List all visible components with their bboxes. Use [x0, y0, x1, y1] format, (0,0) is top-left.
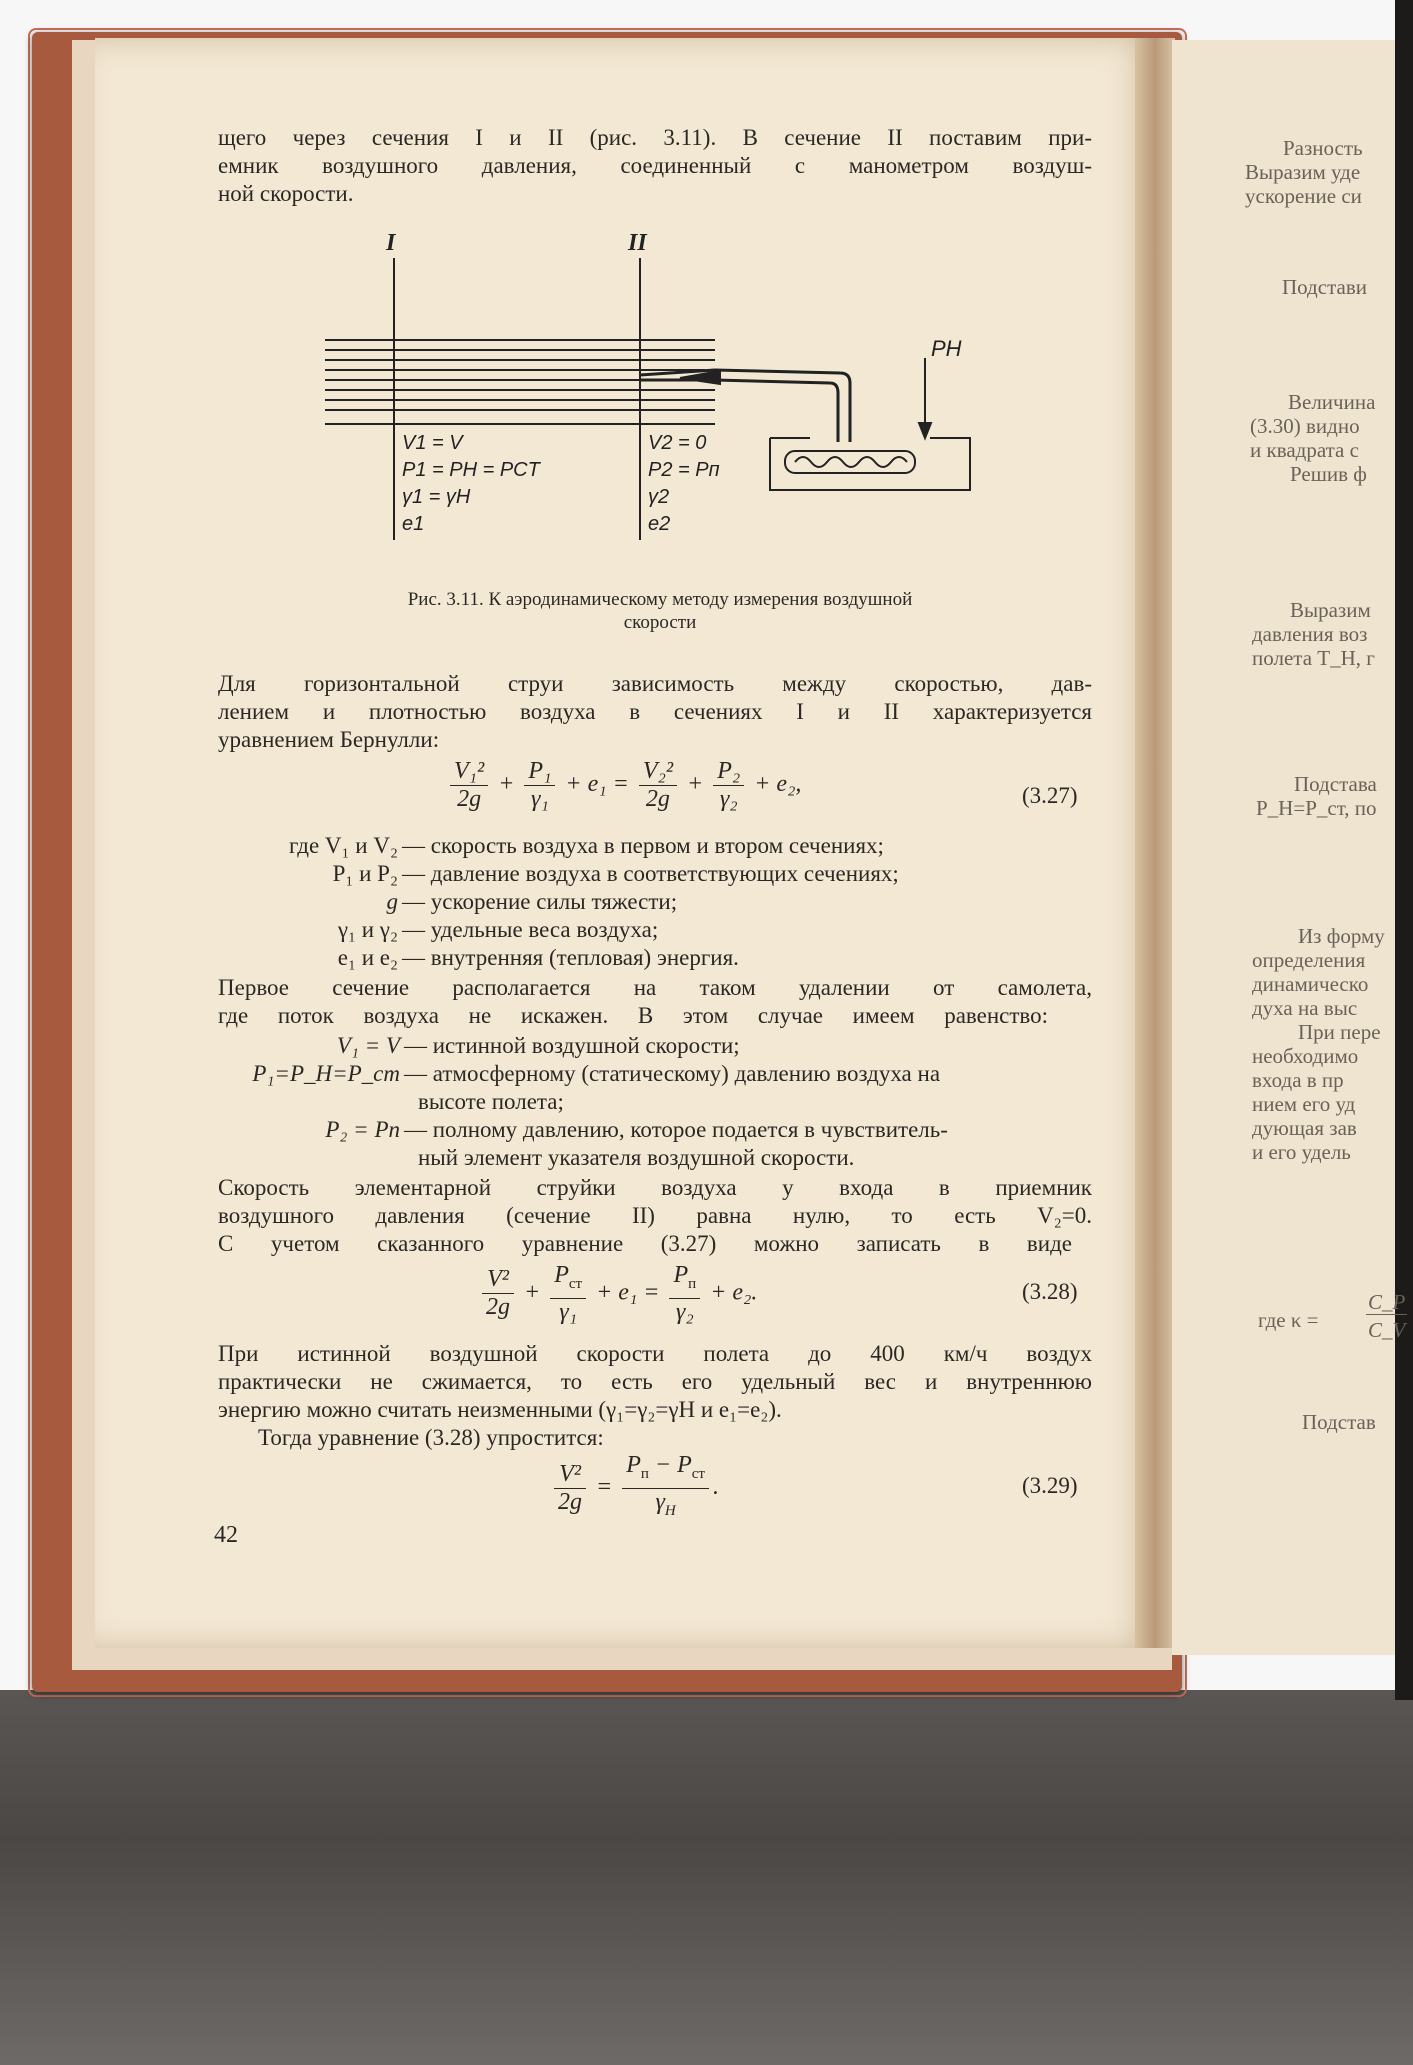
right-page-block-5 [1256, 772, 1413, 820]
figure-right-params [648, 430, 720, 538]
para2-line-1: Первое сечение располагается на таком удалении от самолета, [218, 975, 1092, 1000]
figure-label-I: I [386, 230, 396, 256]
rp-frag: и его удель [1252, 1140, 1351, 1164]
param-v2: V2 = 0 [648, 432, 707, 454]
equation-number-3-29: (3.29) [1022, 1473, 1078, 1498]
eq-text-2-value: атмосферному (статическому) давлению воздуха на [432, 1061, 941, 1086]
equation-3-29: $\frac{\text{V²}}{2g}$ = $\frac{P_п - P_{ст}}{\gamma_H}$ . [550, 1452, 719, 1525]
def-text-4: — удельные веса воздуха; [402, 917, 659, 942]
para1-line-1: Для горизонтальной струи зависимость между скоростью, дав- [218, 671, 1092, 696]
param-gamma2: γ2 [648, 486, 670, 508]
def-text-4-value: удельные веса воздуха; [430, 917, 659, 942]
param-p2: P2 = Pп [648, 459, 720, 481]
def-term-2: P₁ и P₂ [332, 861, 398, 886]
equation-number-3-28: (3.28) [1022, 1279, 1078, 1304]
eq-text-3: — полному давлению, которое подается в чувствитель- [404, 1117, 948, 1142]
intro-line-1: щего через сечения I и II (рис. 3.11). В сечение II поставим при- [218, 125, 1092, 150]
para5: Тогда уравнение (3.28) упростится: [258, 1425, 604, 1450]
intro-line-3: ной скорости. [218, 181, 354, 206]
right-page-block-6 [1252, 924, 1413, 1164]
para4-line-3: энергию можно считать неизменными (γ₁=γ₂=γH и e₁=e₂). [218, 1397, 782, 1422]
caption-line-2: скорости [623, 612, 697, 633]
rp-frag: Разность [1283, 136, 1363, 160]
def-term-1: где V₁ и V₂ [288, 833, 398, 858]
param-gamma1: γ1 = γH [402, 486, 471, 508]
para1-line-2: лением и плотностью воздуха в сечениях I и II характеризуется [218, 699, 1092, 724]
intro-line-2: емник воздушного давления, соединенный с манометром воздуш- [218, 153, 1092, 178]
rp-frag: Величина [1288, 390, 1376, 414]
param-e1: e1 [402, 513, 425, 535]
page-number: 42 [214, 1522, 238, 1548]
right-page-block-3 [1250, 390, 1413, 486]
table-surface [0, 1690, 1413, 2065]
rp-frag: нием его уд [1252, 1092, 1356, 1116]
rp-frag: При пере [1298, 1020, 1381, 1044]
def-text-2-value: давление воздуха в соответствующих сечениях; [430, 861, 899, 886]
rp-kappa-den: C_V [1368, 1318, 1406, 1342]
para2-line-2: где поток воздуха не искажен. В этом случае имеем равенство: [218, 1003, 1048, 1028]
rp-frag: давления воз [1252, 622, 1368, 646]
figure-caption [260, 588, 1060, 634]
def-text-2: — давление воздуха в соответствующих сечениях; [402, 861, 899, 886]
rp-frag: Выразим уде [1245, 160, 1361, 184]
eq-text-2: — атмосферному (статическому) давлению воздуха на [404, 1061, 941, 1086]
rp-frag: динамическо [1252, 972, 1369, 996]
rp-frag: входа в пр [1252, 1068, 1344, 1092]
para4-line-1: При истинной воздушной скорости полета до 400 км/ч воздух [218, 1341, 1092, 1366]
rp-frag: дующая зав [1252, 1116, 1357, 1140]
rp-frag: Выразим [1290, 598, 1371, 622]
eq-text-3-value: полному давлению, которое подается в чувствитель- [432, 1117, 948, 1142]
right-page-block-4 [1252, 598, 1413, 670]
rp-frag: необходимо [1252, 1044, 1359, 1068]
def-text-5: — внутренняя (тепловая) энергия. [402, 945, 739, 970]
eq-term-1: V₁ = V [336, 1033, 400, 1058]
rp-frag: полета T_H, г [1252, 646, 1375, 670]
dark-edge [1395, 0, 1413, 1700]
param-e2: e2 [648, 513, 671, 535]
eq-term-3: P₂ = Pп [325, 1117, 400, 1142]
def-term-4: γ₁ и γ₂ [337, 917, 398, 942]
eq-text-2b: высоте полета; [418, 1089, 564, 1114]
def-text-5-value: внутренняя (тепловая) энергия. [430, 945, 739, 970]
equation-number-3-27: (3.27) [1022, 783, 1078, 808]
right-page-block-1 [1245, 136, 1413, 208]
rp-frag: духа на выс [1252, 996, 1358, 1020]
rp-frag: P_H=P_ст, по [1256, 796, 1377, 820]
book-gutter [1135, 38, 1175, 1648]
eq-text-3b: ный элемент указателя воздушной скорости. [418, 1145, 855, 1170]
param-p1: P1 = PH = PCT [402, 459, 540, 481]
eq-term-2: P₁=P_H=P_ст [252, 1061, 400, 1086]
equation-3-28: $\frac{\text{V²}}{2g}$ + $\frac{P_{ст}}{\text{γ₁}}$ + e₁ = $\frac{P_п}{\text{γ₂}}$ + e₂. [478, 1262, 757, 1326]
def-term-5: e₁ и e₂ [337, 945, 398, 970]
caption-line-1: Рис. 3.11. К аэродинамическому методу измерения воздушной [407, 589, 913, 610]
manometer [770, 358, 970, 490]
para1-line-3: уравнением Бернулли: [218, 727, 440, 752]
def-text-1: — скорость воздуха в первом и втором сечениях; [402, 833, 884, 858]
def-text-1-value: скорость воздуха в первом и втором сечениях; [430, 833, 884, 858]
para3-line-1: Скорость элементарной струйки воздуха у входа в приемник [218, 1175, 1092, 1200]
eq-text-1-value: истинной воздушной скорости; [432, 1033, 740, 1058]
rp-frag: Из форму [1298, 924, 1385, 948]
def-text-3: — ускорение силы тяжести; [402, 889, 678, 914]
streamlines [325, 340, 715, 424]
rp-frag: ускорение си [1245, 184, 1362, 208]
rp-frag: определения [1252, 948, 1366, 972]
rp-kappa-label: где κ = [1258, 1308, 1319, 1332]
rp-frag: Подстави [1282, 275, 1367, 299]
rp-frag: (3.30) видно [1250, 414, 1360, 438]
rp-kappa-num: C_P [1368, 1290, 1406, 1314]
para3-line-3: С учетом сказанного уравнение (3.27) можно записать в виде [218, 1231, 1072, 1256]
rp-frag: Решив ф [1290, 462, 1367, 486]
right-page-block-2 [1282, 275, 1413, 299]
rp-last: Подстав [1302, 1410, 1376, 1434]
eq-text-1: — истинной воздушной скорости; [404, 1033, 740, 1058]
def-text-3-value: ускорение силы тяжести; [430, 889, 678, 914]
figure-label-II: II [628, 230, 647, 256]
para3-line-2: воздушного давления (сечение II) равна нулю, то есть V₂=0. [218, 1203, 1092, 1228]
figure-label-PH: PH [931, 336, 962, 361]
para4-line-2: практически не сжимается, то есть его удельный вес и внутреннюю [218, 1369, 1092, 1394]
def-term-3: g [386, 889, 398, 914]
equation-3-27: $\frac{\text{V₁²}}{2g}$ + $\frac{\text{P₁}}{\text{γ₁}}$ + e₁ = $\frac{\text{V₂²}}{2g}$ + $\frac{\text{P₂}}{\text{γ₂}}$ + e₂, [446, 758, 801, 813]
rp-frag: и квадрата с [1250, 438, 1359, 462]
rp-frag: Подстава [1294, 772, 1377, 796]
param-v1: V1 = V [402, 432, 463, 454]
figure-left-params [402, 430, 540, 538]
